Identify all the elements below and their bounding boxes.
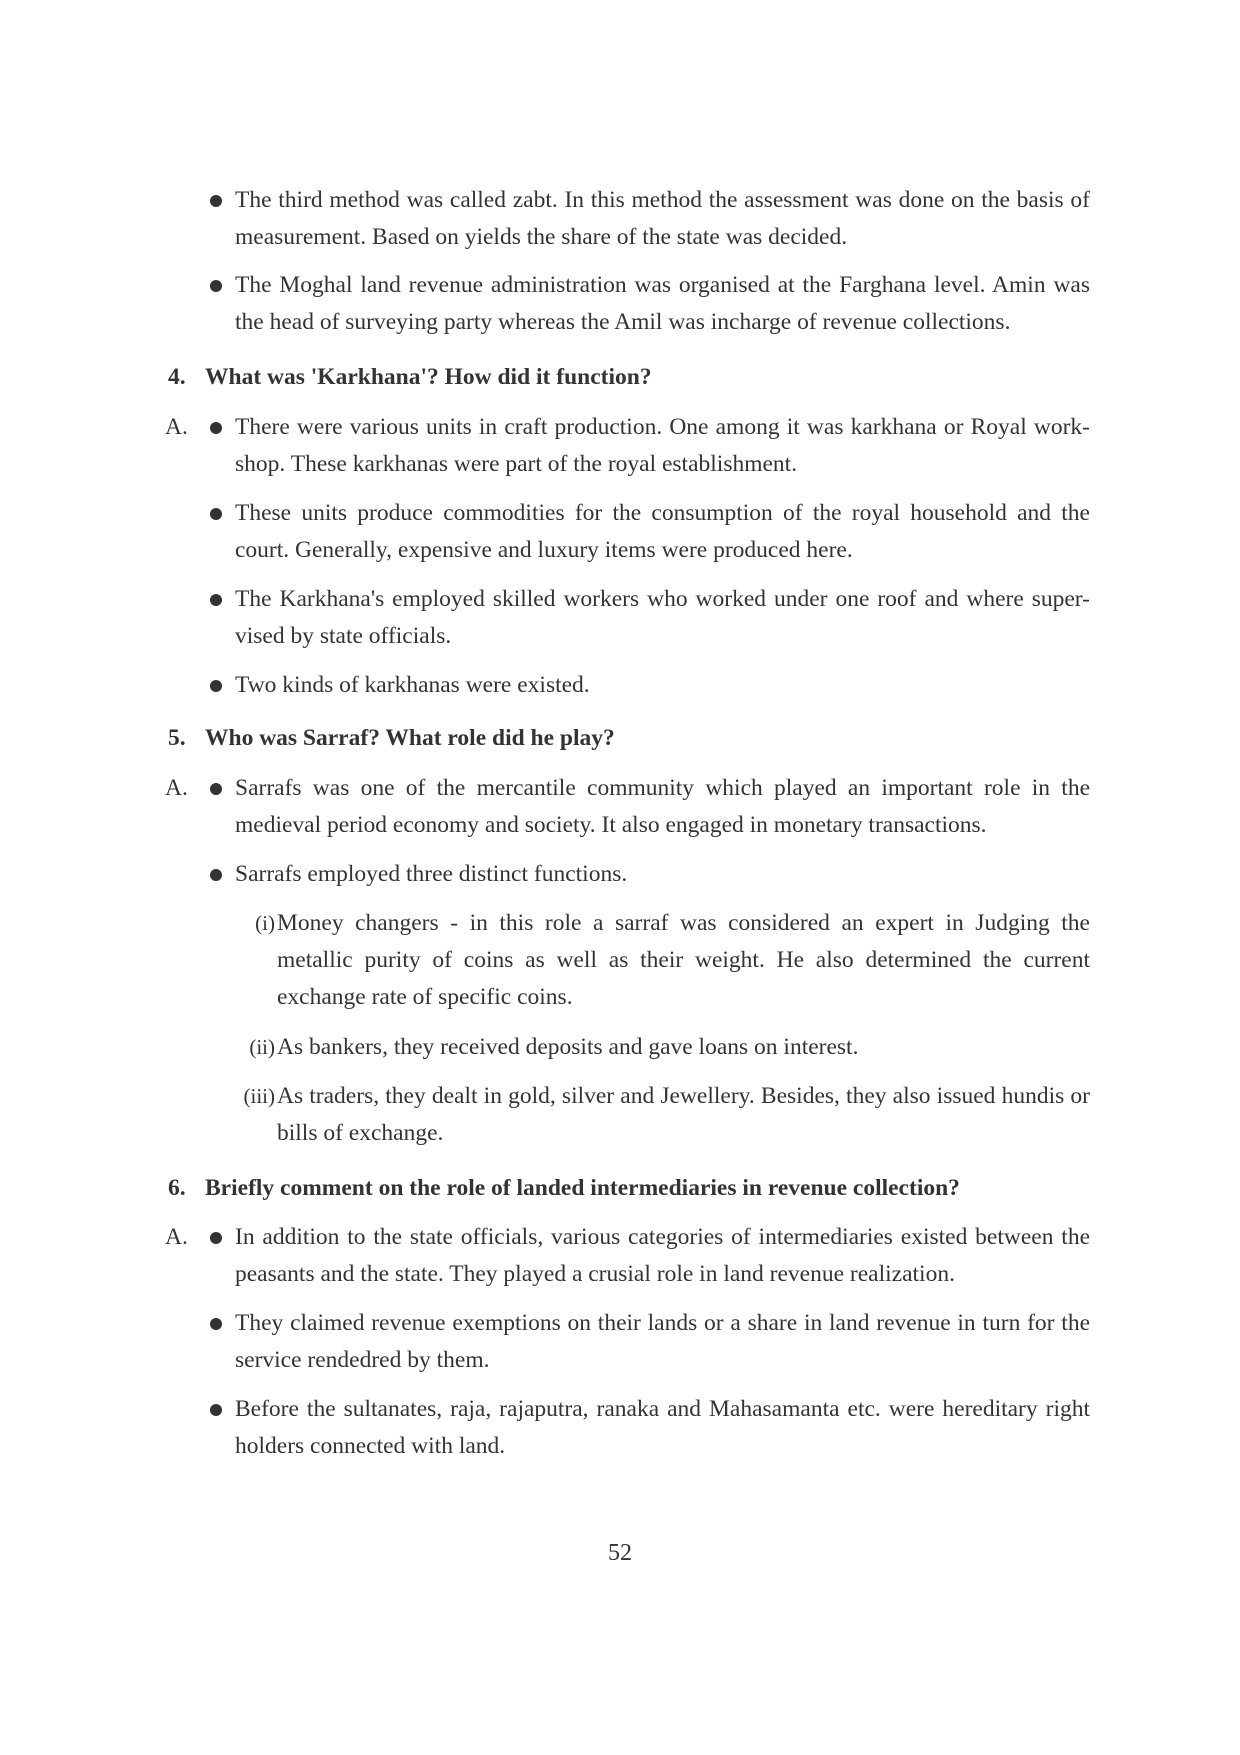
bullet-icon [210,680,222,692]
question-text: Who was Sarraf? What role did he play? [205,725,615,751]
bullet-icon [210,1318,222,1330]
bullet-item [210,267,1090,341]
question-number: 6. [168,1175,186,1201]
page-number: 52 [608,1540,632,1566]
bullet-text: In addition to the state officials, various categories of intermediaries existed between the peasants and the state. They played a crusial role in land revenue realization. [235,1224,1090,1287]
bullet-text: There were various units in craft production. One among it was karkhana or Royal work-shop. These karkhanas were part of the royal establishment. [235,414,1090,477]
bullet-icon [210,280,222,292]
sub-item [235,1078,1090,1152]
bullet-item [210,1219,1090,1293]
question-text: What was 'Karkhana'? How did it function? [205,364,652,390]
answer-marker: A. [165,1224,188,1250]
bullet-icon [210,508,222,520]
bullet-text: These units produce commodities for the consumption of the royal household and the court. Generally, expensive and luxury items were produced here. [235,500,1090,563]
bullet-text: Two kinds of karkhanas were existed. [235,672,590,698]
bullet-text: The Moghal land revenue administration was organised at the Farghana level. Amin was the head of surveying party whereas the Amil was incharge of revenue collections. [235,272,1090,335]
answer-marker: A. [165,775,188,801]
bullet-item [210,856,1090,893]
question-text: Briefly comment on the role of landed intermediaries in revenue collection? [205,1175,960,1201]
bullet-item [210,581,1090,655]
bullet-item [210,1305,1090,1379]
bullet-icon [210,1404,222,1416]
bullet-item [210,182,1090,256]
bullet-item [210,1391,1090,1465]
sub-item-label: (i) [255,911,275,935]
sub-item-label: (iii) [243,1084,275,1108]
bullet-icon [210,195,222,207]
bullet-text: Before the sultanates, raja, rajaputra, ranaka and Mahasamanta etc. were hereditary right holders connected with land. [235,1396,1090,1459]
sub-item [235,905,1090,1016]
sub-item-text: Money changers - in this role a sarraf was considered an expert in Judging the metallic purity of coins as well as their weight. He also determined the current exchange rate of specific coins. [277,910,1090,1010]
bullet-text: The Karkhana's employed skilled workers who worked under one roof and where super-vised by state officials. [235,586,1090,649]
bullet-icon [210,1232,222,1244]
bullet-text: Sarrafs employed three distinct functions. [235,861,628,887]
bullet-text: Sarrafs was one of the mercantile community which played an important role in the medieval period economy and society. It also engaged in monetary transactions. [235,775,1090,838]
bullet-icon [210,783,222,795]
question-number: 4. [168,364,186,390]
question-heading [168,359,1068,396]
bullet-icon [210,422,222,434]
bullet-item [210,495,1090,569]
answer-marker: A. [165,414,188,440]
question-heading [168,1170,1068,1207]
sub-item-text: As traders, they dealt in gold, silver and Jewellery. Besides, they also issued hundis or bills of exchange. [277,1083,1090,1146]
sub-item [235,1029,1090,1066]
bullet-text: The third method was called zabt. In this method the assessment was done on the basis of measurement. Based on yields the share of the state was decided. [235,187,1090,250]
bullet-icon [210,594,222,606]
sub-item-text: As bankers, they received deposits and gave loans on interest. [277,1034,859,1060]
bullet-icon [210,869,222,881]
sub-item-label: (ii) [249,1035,275,1059]
bullet-item [210,667,1090,704]
bullet-text: They claimed revenue exemptions on their lands or a share in land revenue in turn for the service rendedred by them. [235,1310,1090,1373]
bullet-item [210,409,1090,483]
question-number: 5. [168,725,186,751]
bullet-item [210,770,1090,844]
question-heading [168,720,1068,757]
